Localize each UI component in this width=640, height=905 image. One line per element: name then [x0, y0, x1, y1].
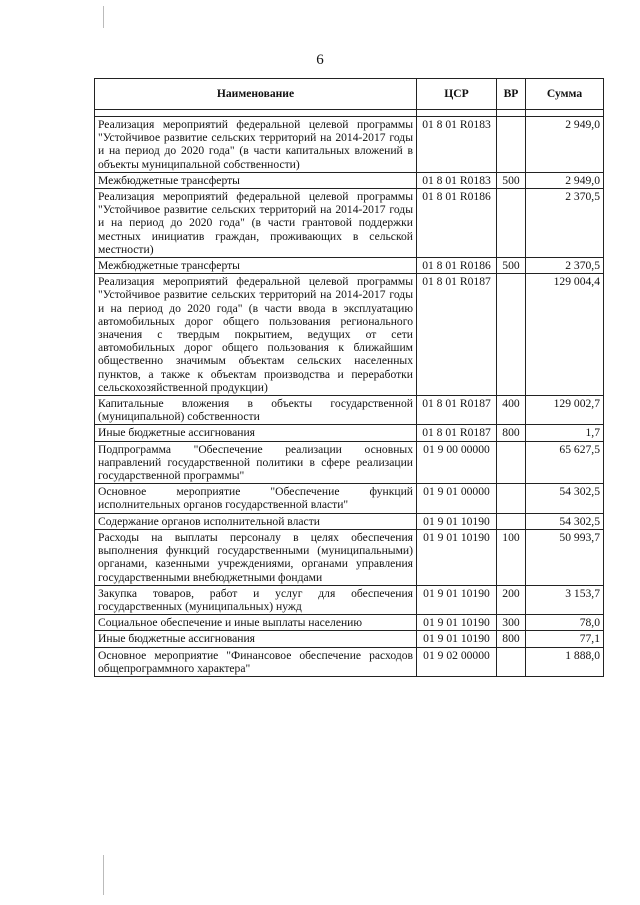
row-csr: 01 8 01 R0187 [417, 274, 497, 396]
table-row [95, 258, 604, 274]
row-vr: 100 [497, 529, 526, 585]
row-vr: 400 [497, 396, 526, 425]
row-sum: 78,0 [526, 615, 604, 631]
row-sum: 2 949,0 [526, 117, 604, 173]
row-vr: 200 [497, 585, 526, 614]
row-csr: 01 9 02 00000 [417, 647, 497, 676]
row-sum: 129 004,4 [526, 274, 604, 396]
row-csr: 01 8 01 R0186 [417, 258, 497, 274]
row-vr: 800 [497, 631, 526, 647]
header-csr: ЦСР [417, 79, 497, 110]
table-row [95, 172, 604, 188]
table-row [95, 484, 604, 513]
row-csr: 01 8 01 R0183 [417, 172, 497, 188]
row-vr [497, 274, 526, 396]
row-name: Межбюджетные трансферты [95, 172, 417, 188]
row-csr: 01 9 01 10190 [417, 513, 497, 529]
table-row [95, 585, 604, 614]
row-name: Подпрограмма "Обеспечение реализации основных направлений государственной политики в сфере реализации государственной программы" [95, 441, 417, 484]
row-vr [497, 484, 526, 513]
row-csr: 01 9 01 10190 [417, 631, 497, 647]
row-csr: 01 8 01 R0187 [417, 425, 497, 441]
row-name: Расходы на выплаты персоналу в целях обеспечения выполнения функций государственными (муниципальными) органами, казенными учреждениями, органами управления государственными внебюджетными фондами [95, 529, 417, 585]
header-sum: Сумма [526, 79, 604, 110]
table-spacer-row [95, 110, 604, 117]
row-vr: 500 [497, 172, 526, 188]
row-csr: 01 9 01 10190 [417, 615, 497, 631]
row-vr [497, 513, 526, 529]
row-name: Основное мероприятие "Обеспечение функций исполнительных органов государственной власти" [95, 484, 417, 513]
row-csr: 01 9 00 00000 [417, 441, 497, 484]
row-sum: 65 627,5 [526, 441, 604, 484]
row-sum: 2 370,5 [526, 189, 604, 258]
row-vr: 300 [497, 615, 526, 631]
row-sum: 2 370,5 [526, 258, 604, 274]
table-row [95, 513, 604, 529]
table-row [95, 631, 604, 647]
header-name: Наименование [95, 79, 417, 110]
row-name: Иные бюджетные ассигнования [95, 425, 417, 441]
table-row [95, 274, 604, 396]
row-vr: 500 [497, 258, 526, 274]
row-name: Социальное обеспечение и иные выплаты населению [95, 615, 417, 631]
page-number: 6 [316, 52, 324, 68]
table-row [95, 647, 604, 676]
table-row [95, 425, 604, 441]
row-sum: 77,1 [526, 631, 604, 647]
row-sum: 3 153,7 [526, 585, 604, 614]
row-sum: 50 993,7 [526, 529, 604, 585]
budget-table [94, 78, 604, 677]
row-csr: 01 9 01 00000 [417, 484, 497, 513]
row-name: Иные бюджетные ассигнования [95, 631, 417, 647]
row-name: Реализация мероприятий федеральной целевой программы "Устойчивое развитие сельских территорий на 2014-2017 годы и на период до 2020 года" (в части грантовой поддержки местных инициатив граждан, проживающих в сельской местности) [95, 189, 417, 258]
row-csr: 01 8 01 R0187 [417, 396, 497, 425]
table-row [95, 529, 604, 585]
row-vr: 800 [497, 425, 526, 441]
row-name: Содержание органов исполнительной власти [95, 513, 417, 529]
table-row [95, 615, 604, 631]
row-csr: 01 8 01 R0183 [417, 117, 497, 173]
row-name: Реализация мероприятий федеральной целевой программы "Устойчивое развитие сельских территорий на 2014-2017 годы и на период до 2020 года" (в части ввода в эксплуатацию автомобильных дорог общего пользования регионального значения с твердым покрытием, ведущих от сети автомобильных дорог общего пользования к ближайшим общественно значимым объектам сельских населенных пунктов, а также к объектам производства и переработки сельскохозяйственной продукции) [95, 274, 417, 396]
row-name: Закупка товаров, работ и услуг для обеспечения государственных (муниципальных) нужд [95, 585, 417, 614]
row-name: Капитальные вложения в объекты государственной (муниципальной) собственности [95, 396, 417, 425]
row-name: Реализация мероприятий федеральной целевой программы "Устойчивое развитие сельских территорий на 2014-2017 годы и на период до 2020 года" (в части капитальных вложений в объекты муниципальной собственности) [95, 117, 417, 173]
row-sum: 54 302,5 [526, 484, 604, 513]
row-vr [497, 189, 526, 258]
table-row [95, 117, 604, 173]
table-header-row [95, 79, 604, 110]
scan-artifact-line [103, 855, 104, 895]
row-sum: 1 888,0 [526, 647, 604, 676]
row-csr: 01 9 01 10190 [417, 529, 497, 585]
row-sum: 129 002,7 [526, 396, 604, 425]
row-sum: 54 302,5 [526, 513, 604, 529]
row-sum: 1,7 [526, 425, 604, 441]
scan-artifact-line [103, 6, 104, 28]
row-vr [497, 647, 526, 676]
table-row [95, 189, 604, 258]
row-vr [497, 117, 526, 173]
row-sum: 2 949,0 [526, 172, 604, 188]
row-csr: 01 9 01 10190 [417, 585, 497, 614]
row-vr [497, 441, 526, 484]
table-row [95, 441, 604, 484]
row-csr: 01 8 01 R0186 [417, 189, 497, 258]
row-name: Основное мероприятие "Финансовое обеспечение расходов общепрограммного характера" [95, 647, 417, 676]
header-vr: ВР [497, 79, 526, 110]
row-name: Межбюджетные трансферты [95, 258, 417, 274]
table-row [95, 396, 604, 425]
